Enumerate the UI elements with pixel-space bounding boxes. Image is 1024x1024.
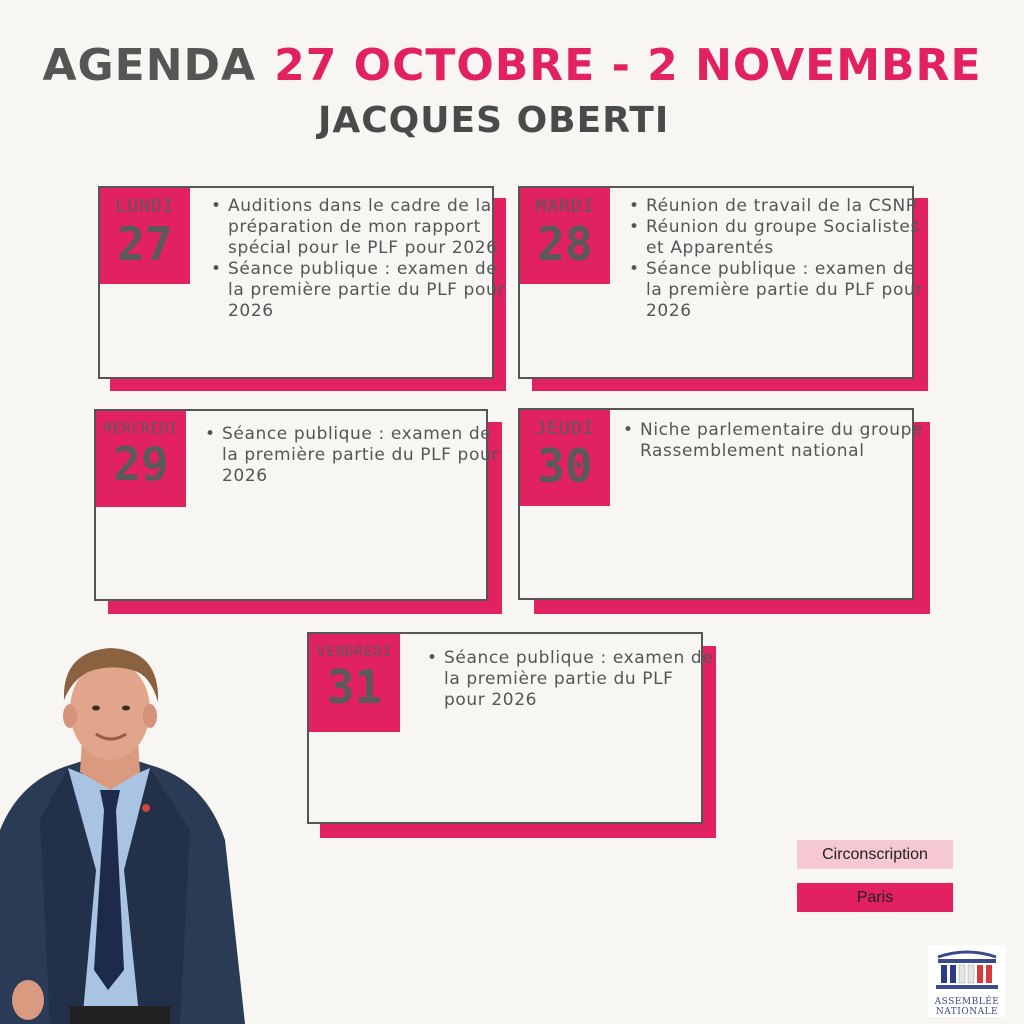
deputy-name: JACQUES OBERTI — [318, 100, 670, 141]
place-badge: Paris — [797, 883, 953, 912]
day-badge — [96, 411, 186, 507]
page-title — [0, 40, 1024, 91]
agenda-label: AGENDA — [42, 40, 257, 91]
list-item: • Niche parlementaire du groupe Rassemblement national — [640, 420, 926, 462]
event-list — [426, 648, 714, 711]
assemblee-nationale-logo — [928, 945, 1006, 1017]
event-list — [204, 424, 500, 487]
day-number: 31 — [326, 660, 383, 714]
event-list — [622, 420, 926, 462]
day-badge — [520, 410, 610, 506]
day-number: 27 — [117, 217, 173, 271]
logo-line-2: NATIONALE — [935, 1007, 999, 1017]
day-name: MARDI — [535, 196, 595, 217]
list-item: • Réunion du groupe Socialistes et Apparentés — [646, 217, 928, 259]
day-number: 28 — [537, 217, 593, 271]
hemicycle-icon — [928, 945, 1006, 993]
day-number: 30 — [537, 439, 593, 493]
day-badge — [100, 188, 190, 284]
day-name: LUNDI — [115, 196, 175, 217]
event-list — [210, 196, 506, 322]
day-badge — [309, 634, 400, 732]
day-name: JEUDI — [535, 418, 595, 439]
list-item: • Auditions dans le cadre de la préparation de mon rapport spécial pour le PLF pour 2026 — [228, 196, 506, 259]
list-item: • Séance publique : examen de la première partie du PLF pour 2026 — [222, 424, 500, 487]
list-item: • Réunion de travail de la CSNP — [646, 196, 928, 217]
list-item: • Séance publique : examen de la première partie du PLF pour 2026 — [646, 259, 928, 322]
circonscription-label: Circonscription — [797, 840, 953, 869]
day-name: VENDREDI — [316, 644, 393, 660]
list-item: • Séance publique : examen de la première partie du PLF pour 2026 — [444, 648, 714, 711]
event-list — [628, 196, 928, 322]
day-number: 29 — [113, 437, 169, 491]
deputy-portrait — [0, 640, 250, 1024]
list-item: • Séance publique : examen de la première partie du PLF pour 2026 — [228, 259, 506, 322]
day-name: MERCREDI — [103, 421, 179, 437]
logo-line-1: ASSEMBLÉE — [934, 997, 1000, 1007]
date-range: 27 OCTOBRE - 2 NOVEMBRE — [274, 40, 982, 91]
day-badge — [520, 188, 610, 284]
